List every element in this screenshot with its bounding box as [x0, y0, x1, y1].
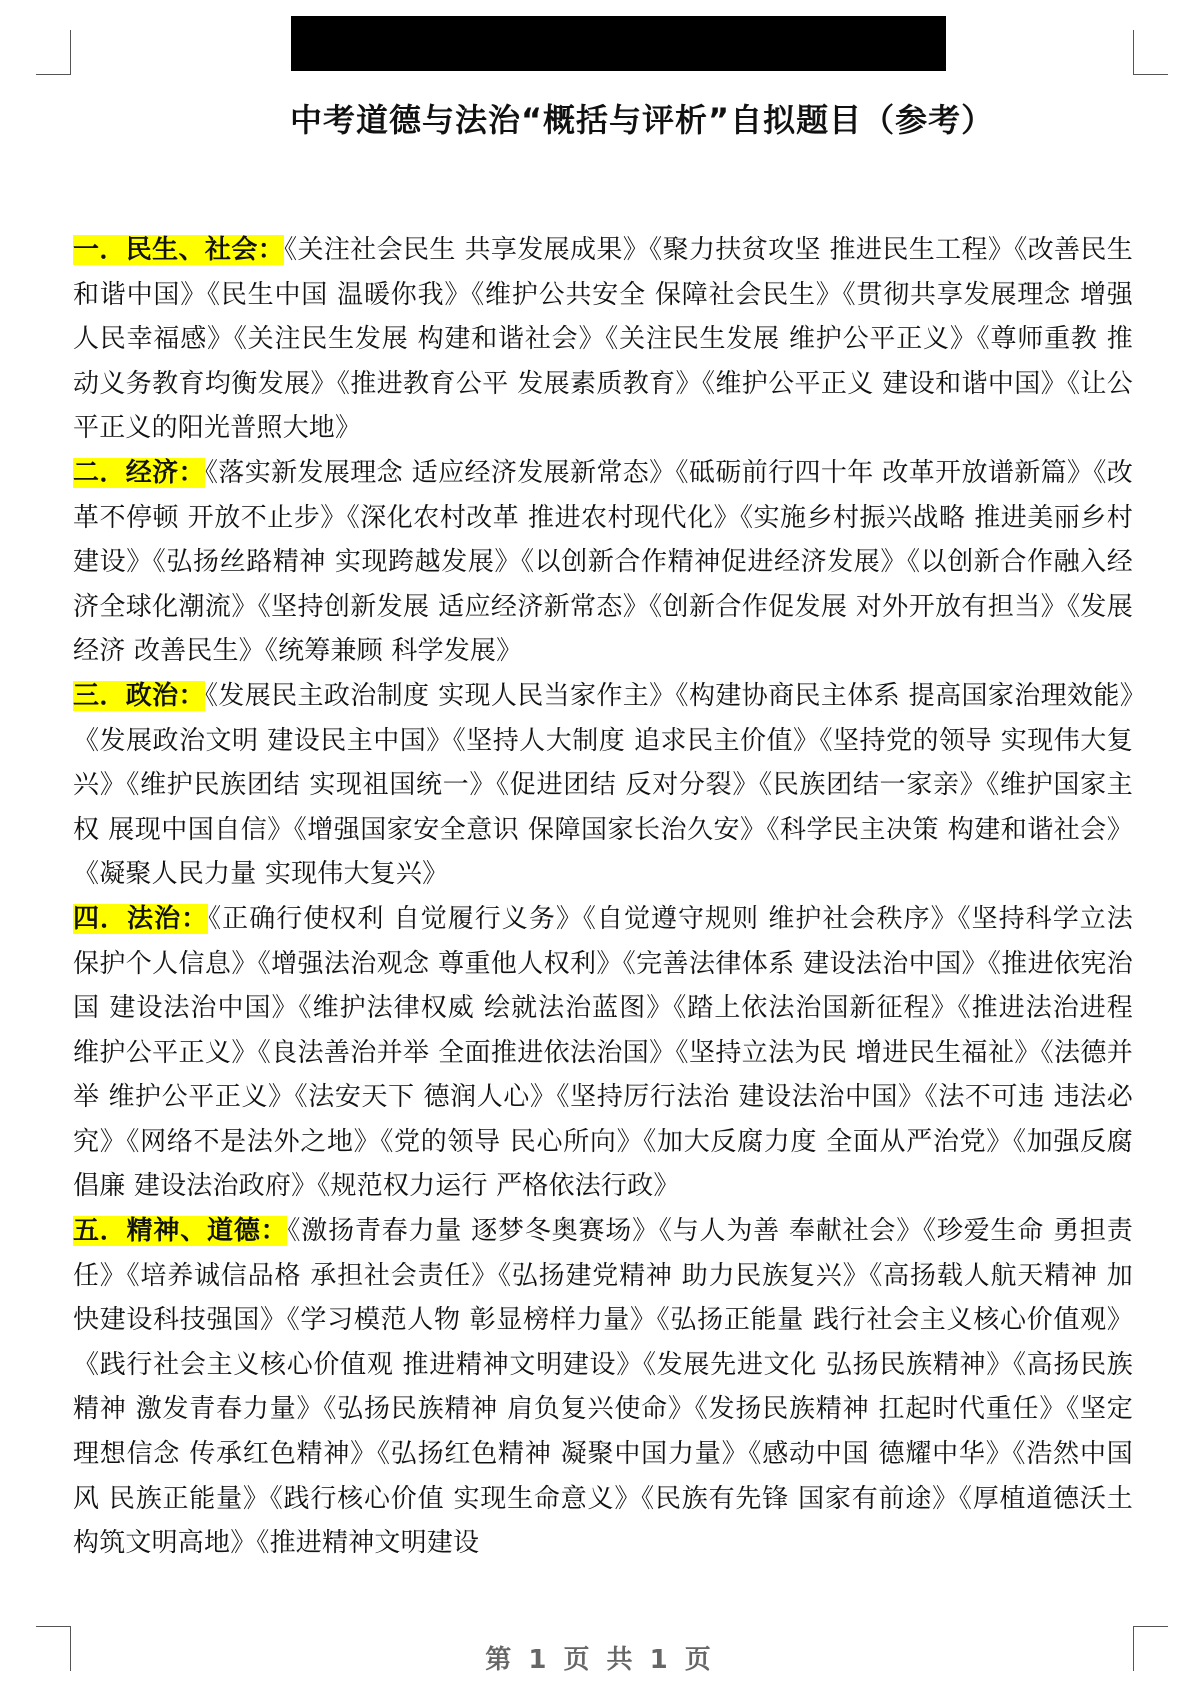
section-heading: 四．法治： [73, 903, 209, 934]
document-title: 中考道德与法治“概括与评析”自拟题目（参考） [290, 101, 995, 139]
redaction-bar [291, 16, 946, 71]
crop-mark-top-right [1133, 30, 1168, 75]
section-livelihood [73, 228, 1133, 451]
section-heading: 一．民生、社会： [73, 235, 285, 265]
section-body: 《激扬青春力量 逐梦冬奥赛场》《与人为善 奉献社会》《珍爱生命 勇担责任》《培养诚信品格 承担社会责任》《弘扬建党精神 助力民族复兴》《高扬载人航天精神 加快建设科技强国》《学习模范人物 彰显榜样力量》《弘扬正能量 践行社会主义核心价值观》《践行社会主义核心价值观 推进精神文明建设》《发展先进文化 弘扬民族精神》《高扬民族精神 激发青春力量》《弘扬民族精神 肩负复兴使命》《发扬民族精神 扛起时代重任》《坚定理想信念 传承红色精神》《弘扬红色精神 凝聚中国力量》《感动中国 德耀中华》《浩然中国风 民族正能量》《践行核心价值 实现生命意义》《民族有先锋 国家有前途》《厚植道德沃土 构筑文明高地》《推进精神文明建设 [73, 1216, 1133, 1559]
section-body: 《正确行使权利 自觉履行义务》《自觉遵守规则 维护社会秩序》《坚持科学立法 保护个人信息》《增强法治观念 尊重他人权利》《完善法律体系 建设法治中国》《推进依宪治国 建设法治中国》《维护法律权威 绘就法治蓝图》《踏上依法治国新征程》《推进法治进程 维护公平正义》《良法善治并举 全面推进依法治国》《坚持立法为民 增进民生福祉》《法德并举 维护公平正义》《法安天下 德润人心》《坚持厉行法治 建设法治中国》《法不可违 违法必究》《网络不是法外之地》《党的领导 民心所向》《加大反腐力度 全面从严治党》《加强反腐倡廉 建设法治政府》《规范权力运行 严格依法行政》 [73, 903, 1133, 1202]
document-body [73, 228, 1133, 1566]
section-rule-of-law [73, 897, 1133, 1209]
section-body: 《落实新发展理念 适应经济发展新常态》《砥砺前行四十年 改革开放谱新篇》《改革不停顿 开放不止步》《深化农村改革 推进农村现代化》《实施乡村振兴战略 推进美丽乡村建设》《弘扬丝路精神 实现跨越发展》《以创新合作精神促进经济发展》《以创新合作融入经济全球化潮流》《坚持创新发展 适应经济新常态》《创新合作促发展 对外开放有担当》《发展经济 改善民生》《统筹兼顾 科学发展》 [73, 457, 1133, 667]
section-heading: 五．精神、道德： [73, 1216, 288, 1247]
section-body: 《关注社会民生 共享发展成果》《聚力扶贫攻坚 推进民生工程》《改善民生 和谐中国》《民生中国 温暖你我》《维护公共安全 保障社会民生》《贯彻共享发展理念 增强人民幸福感》《关注民生发展 构建和谐社会》《关注民生发展 维护公平正义》《尊师重教 推动义务教育均衡发展》《推进教育公平 发展素质教育》《维护公平正义 建设和谐中国》《让公平正义的阳光普照大地》 [73, 235, 1134, 444]
section-heading: 三．政治： [73, 680, 205, 711]
page-footer: 第 1 页 共 1 页 [485, 1645, 715, 1675]
section-body: 《发展民主政治制度 实现人民当家作主》《构建协商民主体系 提高国家治理效能》《发展政治文明 建设民主中国》《坚持人大制度 追求民主价值》《坚持党的领导 实现伟大复兴》《维护民族团结 实现祖国统一》《促进团结 反对分裂》《民族团结一家亲》《维护国家主权 展现中国自信》《增强国家安全意识 保障国家长治久安》《科学民主决策 构建和谐社会》《凝聚人民力量 实现伟大复兴》 [73, 680, 1133, 890]
section-heading: 二．经济： [73, 457, 205, 488]
section-economy [73, 451, 1133, 674]
section-spirit-morality [73, 1209, 1133, 1566]
section-politics [73, 674, 1133, 897]
crop-mark-top-left [36, 30, 71, 75]
